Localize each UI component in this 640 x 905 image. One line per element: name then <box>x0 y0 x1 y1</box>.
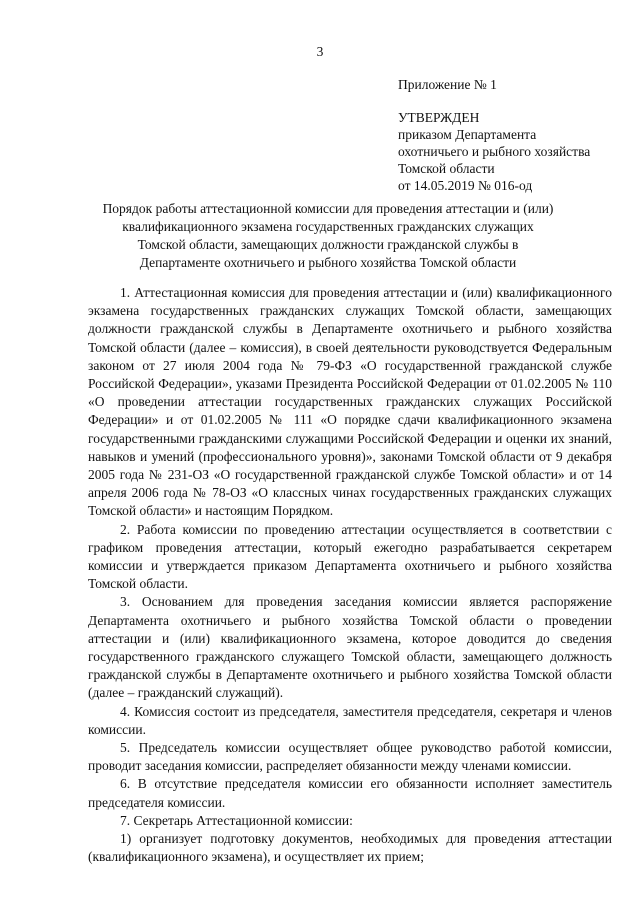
document-body <box>88 284 612 867</box>
approval-line: приказом Департамента <box>398 127 537 142</box>
paragraph: 7. Секретарь Аттестационной комиссии: <box>120 812 353 828</box>
approval-line: охотничьего и рыбного хозяйства <box>398 144 591 159</box>
approval-line: Томской области <box>398 161 495 176</box>
document-title: Порядок работы аттестационной комиссии для проведения аттестации и (или) квалификационного экзамена государственных гражданских служащих Томской области, замещающих должности гражданской службы в Департаменте охотничьего и рыбного хозяйства Томской области <box>102 201 554 270</box>
approval-date: от 14.05.2019 № 016-од <box>398 178 533 193</box>
paragraph: 3. Основанием для проведения заседания комиссии является распоряжение Департамента охотничьего и рыбного хозяйства Томской области о проведении аттестации и (или) квалификационного экзамена, которое доводится до сведения государственного гражданского служащего Томской области, замещающего должность гражданской службы в Департаменте охотничьего и рыбного хозяйства Томской области (далее – гражданский служащий). <box>88 594 612 701</box>
paragraph: 2. Работа комиссии по проведению аттестации осуществляется в соответствии с графиком проведения аттестации, который ежегодно разрабатывается секретарем комиссии и утверждается приказом Департамента охотничьего и рыбного хозяйства Томской области. <box>88 521 612 592</box>
appendix-label: Приложение № 1 <box>398 77 497 92</box>
paragraph: 1) организует подготовку документов, необходимых для проведения аттестации (квалификационного экзамена), и осуществляет их прием; <box>88 831 612 865</box>
approved-heading: УТВЕРЖДЕН <box>398 110 480 125</box>
page-number: 3 <box>316 44 324 59</box>
paragraph: 6. В отсутствие председателя комиссии его обязанности исполняет заместитель председателя комиссии. <box>88 776 612 810</box>
appendix-block <box>398 76 628 194</box>
paragraph: 1. Аттестационная комиссия для проведения аттестации и (или) квалификационного экзамена государственных гражданских служащих Томской области, замещающих должности гражданской службы в Департаменте охотничьего и рыбного хозяйства Томской области (далее – комиссия), в своей деятельности руководствуется Федеральным законом от 27 июля 2004 года № 79-ФЗ «О государственной гражданской службе Российской Федерации», указами Президента Российской Федерации от 01.02.2005 № 110 «О проведении аттестации государственных гражданских служащих Российской Федерации» и от 01.02.2005 № 111 «О порядке сдачи квалификационного экзамена государственными гражданскими служащими Российской Федерации и оценки их знаний, навыков и умений (профессионального уровня)», законами Томской области от 9 декабря 2005 года № 231-ОЗ «О государственной гражданской службе Томской области» и от 14 апреля 2006 года № 78-ОЗ «О классных чинах государственных гражданских служащих Томской области» и настоящим Порядком. <box>88 285 612 519</box>
paragraph: 4. Комиссия состоит из председателя, заместителя председателя, секретаря и членов комиссии. <box>88 703 612 737</box>
paragraph: 5. Председатель комиссии осуществляет общее руководство работой комиссии, проводит заседания комиссии, распределяет обязанности между членами комиссии. <box>88 740 612 774</box>
